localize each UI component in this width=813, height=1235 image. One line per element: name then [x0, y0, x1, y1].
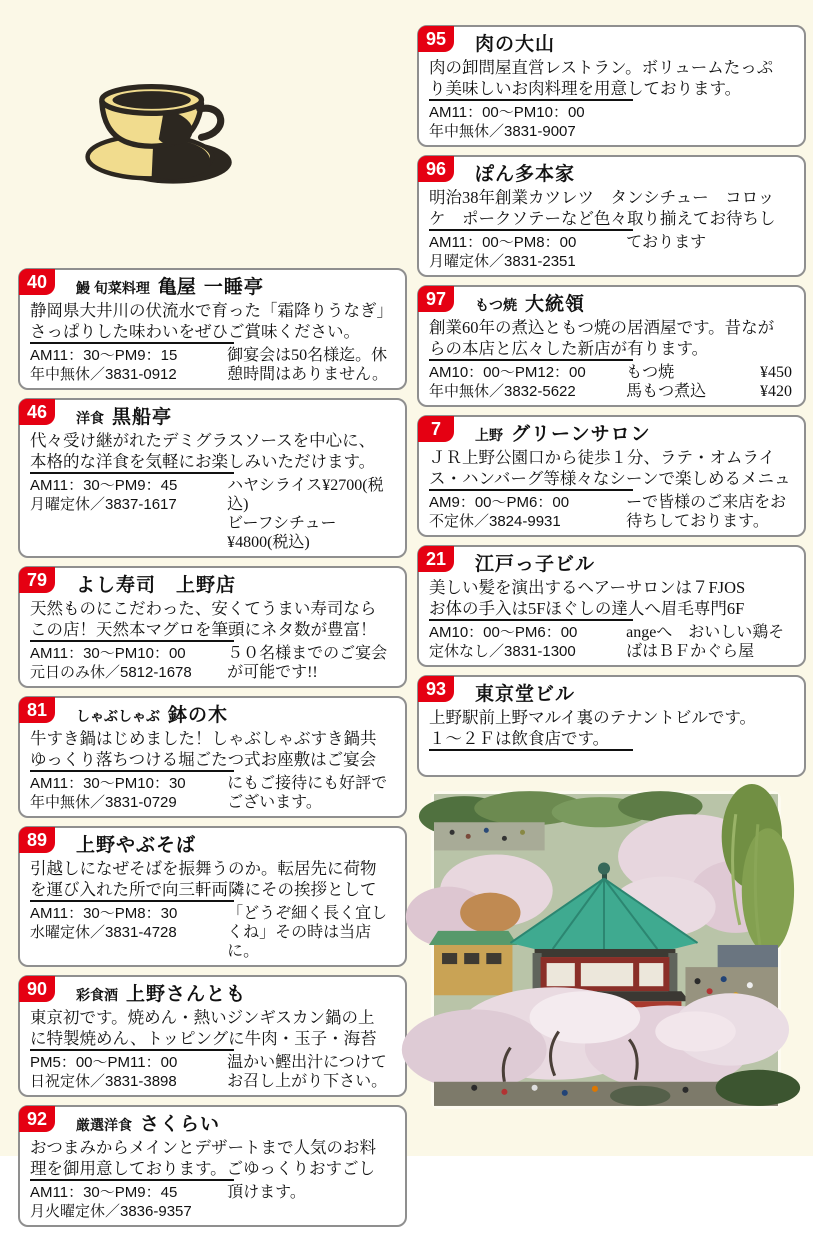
entry-description: 創業60年の煮込ともつ焼の居酒屋です。昔なが らの本店と広々した新店が有ります。: [429, 318, 775, 358]
entry-hours: AM10：00〜PM6：00: [429, 624, 578, 641]
entry-40: [18, 268, 407, 390]
entry-description: 肉の卸問屋直営レストラン。ボリュームたっぷ り美味しいお肉料理を用意しております。: [429, 58, 774, 98]
divider: [30, 770, 234, 772]
entry-note: ハヤシライス¥2700(税込) ビーフシチュー¥4800(税込): [227, 477, 384, 551]
divider: [30, 342, 234, 344]
entry-note: 「どうぞ細く長く宜し くね」その時は当店に。: [227, 905, 388, 960]
entry-97: [417, 285, 806, 407]
entry-description: 静岡県大井川の伏流水で育った「霜降りうなぎ」 さっぱりした味わいをぜひご賞味ください。: [30, 301, 393, 341]
entry-hours: AM10：00〜PM12：00: [429, 364, 586, 381]
entry-number-badge: 95: [418, 26, 454, 52]
entry-category: 上野: [475, 427, 503, 443]
entry-89: [18, 826, 407, 967]
divider: [30, 1049, 234, 1051]
menu-price: ¥420: [759, 383, 792, 400]
entry-number-badge: 90: [19, 976, 55, 1002]
entry-description: 天然ものにこだわった、安くてうまい寿司なら この店！天然本マグロを筆頭にネタ数が豊富！: [30, 599, 377, 639]
entry-note: にもご接待にも好評で ございます。: [227, 775, 388, 811]
entry-93: [417, 675, 806, 777]
entry-note: 頂けます。: [227, 1184, 306, 1201]
entry-hours: AM11：30〜PM10：00: [30, 645, 186, 662]
entry-90: [18, 975, 407, 1097]
entry-number-badge: 89: [19, 827, 55, 853]
entry-79: [18, 566, 407, 688]
entry-number-badge: 21: [418, 546, 454, 572]
entry-description: おつまみからメインとデザートまで人気のお料 理を御用意しております。ごゆっくりおすごし: [30, 1138, 377, 1178]
divider: [30, 640, 234, 642]
entry-92: [18, 1105, 407, 1227]
entry-hours: AM11：30〜PM8：30: [30, 905, 178, 922]
divider: [429, 229, 633, 231]
divider: [429, 359, 633, 361]
entry-holiday-phone: 年中無休／3831-0912: [30, 366, 177, 383]
entry-description: 上野駅前上野マルイ裏のテナントビルです。 １〜２Ｆは飲食店です。: [429, 708, 757, 748]
entry-number-badge: 79: [19, 567, 55, 593]
entry-name: 大統領: [525, 294, 586, 315]
entry-holiday-phone: 年中無休／3831-9007: [429, 123, 576, 140]
entry-number-badge: 93: [418, 676, 454, 702]
entry-name: 黒船亭: [112, 407, 173, 428]
entry-hours: AM11：30〜PM9：45: [30, 477, 178, 494]
entry-note: ５０名様までのご宴会 が可能です!!: [227, 645, 388, 681]
entry-note: 御宴会は50名様迄。休 憩時間はありません。: [227, 347, 389, 383]
entry-holiday-phone: 定休なし／3831-1300: [429, 643, 576, 660]
entry-name: 鉢の木: [168, 705, 229, 726]
menu-price: ¥450: [759, 364, 792, 381]
entry-name: グリーンサロン: [511, 424, 651, 445]
entry-note: angeへ おいしい鶏そ ばはＢＦかぐら屋: [626, 624, 785, 660]
entry-number-badge: 97: [418, 286, 454, 312]
divider: [30, 1179, 234, 1181]
entry-hours: AM11：00〜PM8：00: [429, 234, 577, 251]
entry-description: 東京初です。焼めん・熱いジンギスカン鍋の上 に特製焼めん、トッピングに牛肉・玉子・海苔: [30, 1008, 377, 1048]
entry-category: 厳選洋食: [76, 1117, 132, 1133]
entry-name: ぽん多本家: [475, 164, 576, 185]
entry-name: 上野さんとも: [126, 984, 247, 1005]
entry-7: [417, 415, 806, 537]
entry-hours: AM11：00〜PM10：00: [429, 104, 585, 121]
entry-number-badge: 81: [19, 697, 55, 723]
divider: [429, 619, 633, 621]
entry-name: 江戸っ子ビル: [475, 554, 596, 575]
entry-46: [18, 398, 407, 558]
entry-holiday-phone: 日祝定休／3831-3898: [30, 1073, 177, 1090]
entry-description: 牛すき鍋はじめました！しゃぶしゃぶすき鍋共 ゆっくり落ちつける堀ごたつ式お座敷はご宴会: [30, 729, 377, 769]
entry-holiday-phone: 月火曜定休／3836-9357: [30, 1203, 192, 1220]
entry-name: 一睡亭: [203, 277, 264, 298]
entry-holiday-phone: 水曜定休／3831-4728: [30, 924, 177, 941]
entry-hours: PM5：00〜PM11：00: [30, 1054, 178, 1071]
entry-category: 洋食: [76, 410, 104, 426]
shop-logo-mark: 亀屋: [157, 277, 196, 298]
entry-81: [18, 696, 407, 818]
entry-number-badge: 92: [19, 1106, 55, 1132]
entry-holiday-phone: 年中無休／3832-5622: [429, 383, 576, 400]
entry-holiday-phone: 不定休／3824-9931: [429, 513, 561, 530]
entry-hours: AM11：30〜PM9：45: [30, 1184, 178, 1201]
divider: [429, 489, 633, 491]
entry-description: ＪＲ上野公園口から徒歩１分、ラテ・オムライ ス・ハンバーグ等様々なシーンで楽しめるメニュ: [429, 448, 791, 488]
entry-name: さくらい: [140, 1114, 221, 1135]
menu-item: もつ焼: [626, 364, 675, 381]
entry-name: 東京堂ビル: [475, 684, 576, 705]
entry-note: 温かい鰹出汁につけて お召し上がり下さい。: [227, 1054, 388, 1090]
entry-description: 美しい髪を演出するヘアーサロンは７FJOS お体の手入は5Fほぐしの達人へ眉毛専門6F: [429, 578, 746, 618]
entry-96: [417, 155, 806, 277]
ueno-park-bentendo-cherry-blossom-photo: [431, 791, 781, 1109]
entry-category: 鰻 旬菜料理: [76, 280, 150, 296]
divider: [30, 472, 234, 474]
entry-number-badge: 46: [19, 399, 55, 425]
entry-description: 引越しになぜそばを振舞うのか。転居先に荷物 を運び入れた所で向三軒両隣にその挨拶として: [30, 859, 377, 899]
entry-description: 明治38年創業カツレツ タンシチュー コロッ ケ ポークソテーなど色々取り揃えてお待ちし: [429, 188, 776, 228]
left-column: [18, 0, 407, 1235]
entry-menu-prices: [626, 363, 794, 401]
entry-description: 代々受け継がれたデミグラスソースを中心に、 本格的な洋食を気軽にお楽しみいただけます。: [30, 431, 376, 471]
entry-number-badge: 7: [418, 416, 454, 442]
entry-hours: AM11：30〜PM9：15: [30, 347, 178, 364]
entry-category: 彩食酒: [76, 987, 118, 1003]
entry-holiday-phone: 年中無休／3831-0729: [30, 794, 177, 811]
divider: [429, 749, 633, 751]
entry-category: もつ焼: [475, 297, 517, 313]
right-column: [417, 0, 806, 1109]
entry-number-badge: 96: [418, 156, 454, 182]
entry-holiday-phone: 元日のみ休／5812-1678: [30, 664, 192, 681]
divider: [429, 99, 633, 101]
entry-category: しゃぶしゃぶ: [76, 708, 160, 724]
entry-hours: AM9：00〜PM6：00: [429, 494, 570, 511]
entry-name: よし寿司 上野店: [76, 575, 237, 596]
entry-note: ーで皆様のご来店をお 待ちしております。: [626, 494, 787, 530]
entry-holiday-phone: 月曜定休／3831-2351: [429, 253, 576, 270]
entry-note: ております: [626, 234, 707, 251]
menu-item: 馬もつ煮込: [626, 383, 707, 400]
entry-name: 上野やぶそば: [76, 835, 197, 856]
entry-21: [417, 545, 806, 667]
divider: [30, 900, 234, 902]
entry-hours: AM11：30〜PM10：30: [30, 775, 186, 792]
entry-name: 肉の大山: [475, 34, 556, 55]
entry-holiday-phone: 月曜定休／3837-1617: [30, 496, 177, 513]
entry-95: [417, 25, 806, 147]
coffee-cup-illustration: [68, 44, 246, 204]
entry-number-badge: 40: [19, 269, 55, 295]
